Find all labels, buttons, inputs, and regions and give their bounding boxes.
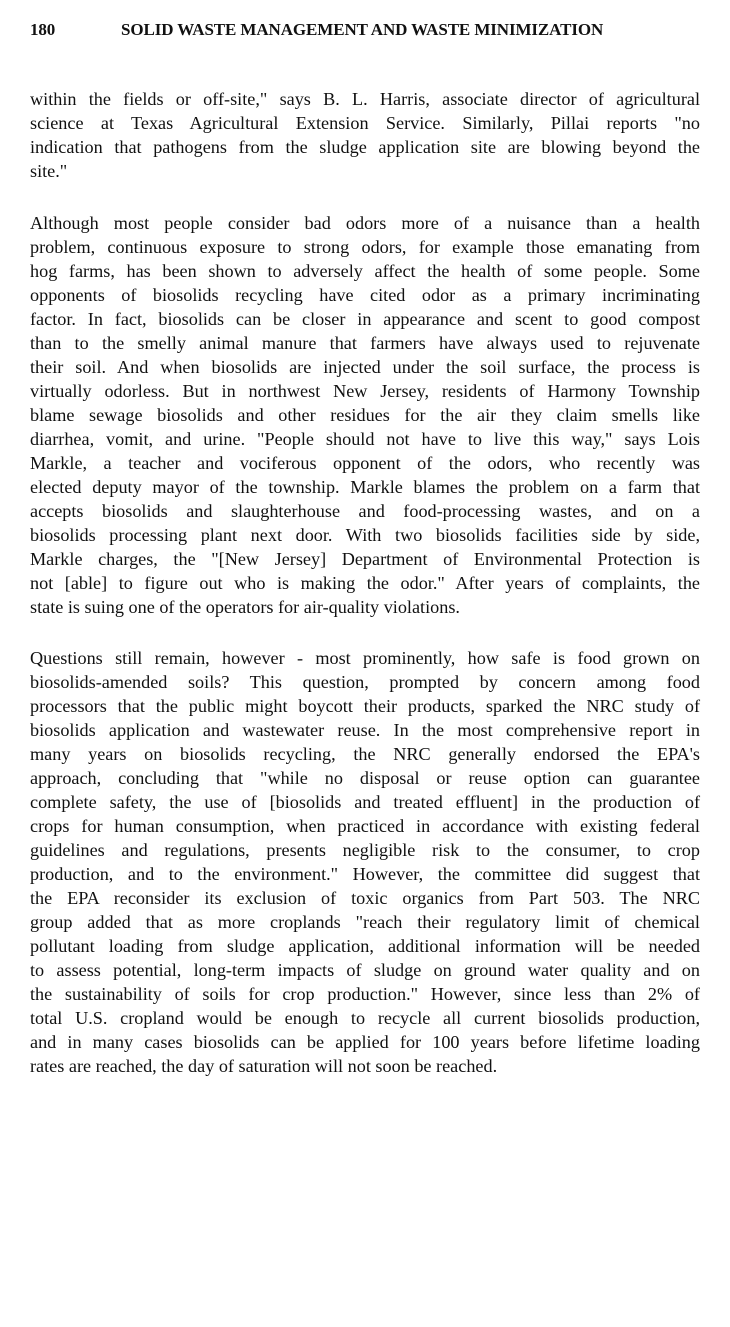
text-line: diarrhea, vomit, and urine. "People should not have to live this way," says Lois: [30, 429, 700, 449]
text-line: factor. In fact, biosolids can be closer in appearance and scent to good compost: [30, 309, 700, 329]
text-line: crops for human consumption, when practiced in accordance with existing federal: [30, 816, 700, 836]
text-line: problem, continuous exposure to strong odors, for example those emanating from: [30, 237, 700, 257]
text-line: to assess potential, long-term impacts of sludge on ground water quality and on: [30, 960, 700, 980]
text-line: state is suing one of the operators for air-quality violations.: [30, 597, 460, 617]
paragraph-food-safety: [30, 646, 700, 1078]
text-line: production, and to the environment." However, the committee did suggest that: [30, 864, 700, 884]
text-line: group added that as more croplands "reach their regulatory limit of chemical: [30, 912, 700, 932]
text-line: virtually odorless. But in northwest New Jersey, residents of Harmony Township: [30, 381, 700, 401]
text-line: Questions still remain, however - most prominently, how safe is food grown on: [30, 648, 700, 668]
text-line: many years on biosolids recycling, the NRC generally endorsed the EPA's: [30, 744, 700, 764]
text-line: guidelines and regulations, presents negligible risk to the consumer, to crop: [30, 840, 700, 860]
text-line: indication that pathogens from the sludge application site are blowing beyond the: [30, 137, 700, 157]
text-line: site.": [30, 161, 68, 181]
running-title: SOLID WASTE MANAGEMENT AND WASTE MINIMIZATION: [121, 20, 604, 39]
text-line: within the fields or off-site," says B. L. Harris, associate director of agricultural: [30, 89, 700, 109]
text-line: Markle, a teacher and vociferous opponent of the odors, who recently was: [30, 453, 700, 473]
paragraph-harris-quote: [30, 87, 700, 183]
page-number: 180: [30, 20, 56, 39]
text-line: biosolids processing plant next door. With two biosolids facilities side by side,: [30, 525, 700, 545]
text-line: elected deputy mayor of the township. Markle blames the problem on a farm that: [30, 477, 700, 497]
text-line: opponents of biosolids recycling have cited odor as a primary incriminating: [30, 285, 700, 305]
text-line: complete safety, the use of [biosolids and treated effluent] in the production of: [30, 792, 700, 812]
text-line: not [able] to figure out who is making the odor." After years of complaints, the: [30, 573, 700, 593]
text-line: accepts biosolids and slaughterhouse and food-processing wastes, and on a: [30, 501, 700, 521]
text-line: pollutant loading from sludge application, additional information will be needed: [30, 936, 700, 956]
text-line: approach, concluding that "while no disposal or reuse option can guarantee: [30, 768, 700, 788]
text-line: than to the smelly animal manure that farmers have always used to rejuvenate: [30, 333, 700, 353]
text-line: hog farms, has been shown to adversely affect the health of some people. Some: [30, 261, 700, 281]
text-line: total U.S. cropland would be enough to recycle all current biosolids production,: [30, 1008, 700, 1028]
text-line: their soil. And when biosolids are injected under the soil surface, the process is: [30, 357, 700, 377]
text-line: blame sewage biosolids and other residues for the air they claim smells like: [30, 405, 700, 425]
text-line: Although most people consider bad odors more of a nuisance than a health: [30, 213, 700, 233]
page-header: [30, 20, 700, 46]
paragraph-odors: [30, 211, 700, 619]
text-line: biosolids application and wastewater reuse. In the most comprehensive report in: [30, 720, 700, 740]
text-line: and in many cases biosolids can be applied for 100 years before lifetime loading: [30, 1032, 700, 1052]
text-line: the EPA reconsider its exclusion of toxic organics from Part 503. The NRC: [30, 888, 700, 908]
text-line: biosolids-amended soils? This question, prompted by concern among food: [30, 672, 700, 692]
text-line: science at Texas Agricultural Extension Service. Similarly, Pillai reports "no: [30, 113, 700, 133]
text-line: Markle charges, the "[New Jersey] Department of Environmental Protection is: [30, 549, 700, 569]
text-line: rates are reached, the day of saturation will not soon be reached.: [30, 1056, 498, 1076]
text-line: the sustainability of soils for crop production." However, since less than 2% of: [30, 984, 700, 1004]
text-line: processors that the public might boycott their products, sparked the NRC study of: [30, 696, 700, 716]
